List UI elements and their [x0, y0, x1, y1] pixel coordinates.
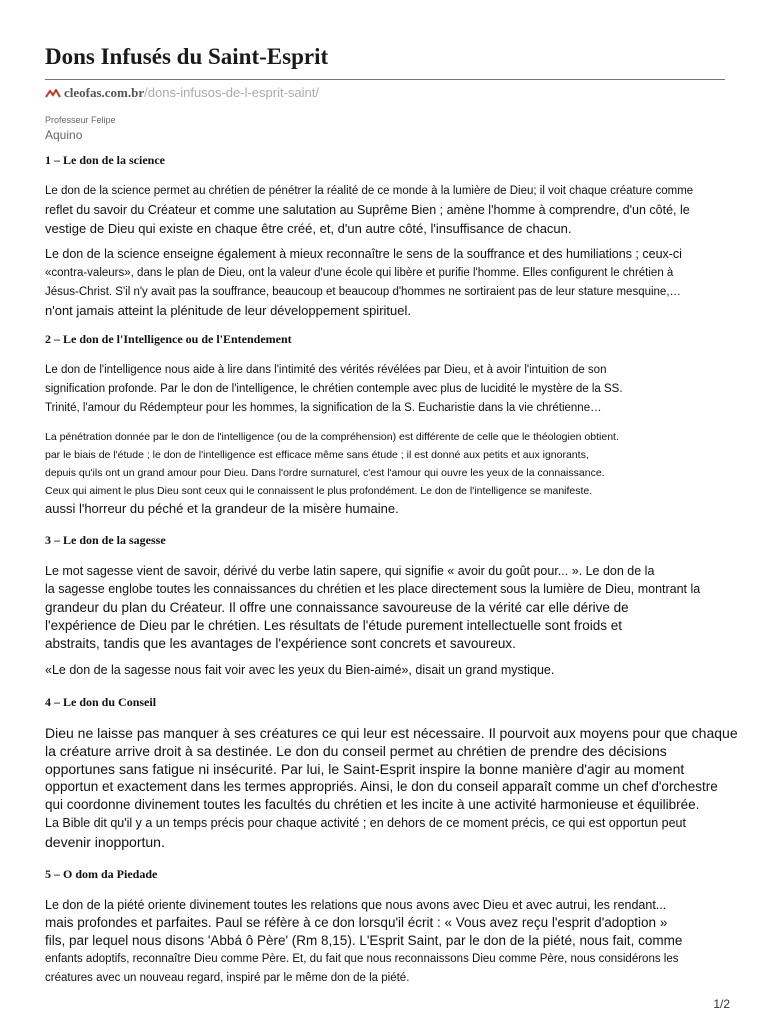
text-line: Le mot sagesse vient de savoir, dérivé du verbe latin sapere, qui signifie « avoir du goût pour... ». Le don de la	[45, 563, 655, 578]
text-line: Jésus-Christ. S'il n'y avait pas la souffrance, beaucoup et beaucoup d'hommes ne sortiraient pas de leur stature mesquine,…	[45, 285, 682, 298]
source-path: /dons-infusos-de-l-esprit-saint/	[144, 85, 319, 100]
text-line: grandeur du plan du Créateur. Il offre une connaissance savoureuse de la vérité car elle dérive de	[45, 599, 629, 615]
paragraph	[45, 361, 725, 418]
text-line: Dieu ne laisse pas manquer à ses créatures ce qui leur est nécessaire. Il pourvoit aux moyens pour que chaque	[45, 725, 738, 741]
text-line: vestige de Dieu qui existe en chaque être créé, et, d'un autre côté, l'insuffisance de chacun.	[45, 220, 572, 236]
text-line: aussi l'horreur du péché et la grandeur de la misère humaine.	[45, 501, 399, 516]
paragraph	[45, 428, 725, 519]
page-number: 1/2	[713, 997, 730, 1011]
text-line: n'ont jamais atteint la plénitude de leur développement spirituel.	[45, 302, 411, 318]
text-line: Le don de la science enseigne également à mieux reconnaître le sens de la souffrance et des humiliations ; ceux-ci	[45, 247, 682, 261]
author-line-2: Aquino	[45, 128, 83, 142]
text-line: «contra-valeurs», dans le plan de Dieu, ont la valeur d'une école qui libère et purifie l'homme. Elles configurent le chrétien à	[45, 266, 674, 279]
text-line: opportun et exactement dans les termes appropriés. Ainsi, le don du conseil apparaît comme un chef d'orchestre	[45, 779, 718, 794]
text-line: Le don de l'intelligence nous aide à lire dans l'intimité des vérités révélées par Dieu, et à avoir l'intuition de son	[45, 364, 607, 376]
text-line: Le don de la science permet au chrétien de pénétrer la réalité de ce monde à la lumière de Dieu; il voit chaque créature comme	[45, 185, 694, 197]
text-line: devenir inopportun.	[45, 833, 165, 850]
paragraph	[45, 661, 725, 680]
text-line: Trinité, l'amour du Rédempteur pour les hommes, la signification de la S. Eucharistie dans la vie chrétienne…	[45, 402, 602, 414]
source-domain: cleofas.com.br	[64, 85, 145, 100]
text-line: reflet du savoir du Créateur et comme une salutation au Suprême Bien ; amène l'homme à comprendre, d'un côté, le	[45, 203, 690, 217]
author-line-1: Professeur Felipe	[45, 115, 116, 125]
paragraph	[45, 562, 725, 653]
text-line: «Le don de la sagesse nous fait voir avec les yeux du Bien-aimé», disait un grand mystique.	[45, 662, 555, 677]
section-heading: 2 – Le don de l'Intelligence ou de l'Entendement	[45, 332, 292, 346]
text-line: l'expérience de Dieu par le chrétien. Les résultats de l'étude purement intellectuelle sont froids et	[45, 617, 622, 633]
text-line: Ceux qui aiment le plus Dieu sont ceux qui le connaissent le plus profondément. Le don de l'intelligence se manifeste.	[45, 485, 593, 497]
title-divider	[45, 79, 725, 80]
section-heading: 4 – Le don du Conseil	[45, 695, 157, 709]
text-line: La Bible dit qu'il y a un temps précis pour chaque activité ; en dehors de ce moment précis, ce qui est opportun peut	[45, 816, 686, 830]
section-heading: 1 – Le don de la science	[45, 153, 165, 167]
text-line: par le biais de l'étude ; le don de l'intelligence est efficace même sans étude ; il est donné aux petits et aux ignorants,	[45, 449, 589, 461]
text-line: abstraits, tandis que les avantages de l'expérience sont concrets et savoureux.	[45, 635, 516, 651]
text-line: signification profonde. Par le don de l'intelligence, le chrétien contemple avec plus de lucidité le mystère de la SS.	[45, 383, 623, 395]
section-heading: 5 – O dom da Piedade	[45, 866, 158, 881]
site-logo-icon	[45, 86, 61, 101]
page-title: Dons Infusés du Saint-Esprit	[45, 44, 329, 69]
section-heading: 3 – Le don de la sagesse	[45, 532, 166, 547]
text-line: fils, par lequel nous disons 'Abbá ô Père' (Rm 8,15). L'Esprit Saint, par le don de la piété, nous fait, comme	[45, 933, 683, 948]
paragraph	[45, 896, 725, 989]
text-line: depuis qu'ils ont un grand amour pour Dieu. Dans l'ordre surnaturel, c'est l'amour qui ouvre les yeux de la connaissance.	[45, 467, 605, 479]
text-line: créatures avec un nouveau regard, inspiré par le même don de la piété.	[45, 972, 410, 984]
text-line: opportunes sans fatigue ni insécurité. Par lui, le Saint-Esprit inspire la bonne manière d'agir au moment	[45, 761, 685, 777]
text-line: enfants adoptifs, reconnaître Dieu comme Père. Et, du fait que nous reconnaissons Dieu comme Père, nous considérons les	[45, 953, 679, 965]
text-line: la créature arrive droit à sa destinée. Le don du conseil permet au chrétien de prendre des décisions	[45, 743, 667, 759]
text-line: Le don de la piété oriente divinement toutes les relations que nous avons avec Dieu et avec autrui, les rendant...	[45, 897, 667, 912]
paragraph	[45, 245, 725, 320]
text-line: La pénétration donnée par le don de l'intelligence (ou de la compréhension) est différente de celle que le théologien obtient.	[45, 431, 619, 443]
text-line: la sagesse englobe toutes les connaissances du chrétien et les place directement sous la lumière de Dieu, montrant la	[45, 582, 701, 596]
article-body	[45, 153, 738, 998]
text-line: qui coordonne divinement toutes les facultés du chrétien et les incite à une activité harmonieuse et équilibrée.	[45, 797, 700, 812]
source-link[interactable]	[45, 85, 319, 101]
paragraph	[45, 724, 738, 851]
text-line: mais profondes et parfaites. Paul se réfère à ce don lorsqu'il écrit : « Vous avez reçu l'esprit d'adoption »	[45, 915, 668, 930]
paragraph	[45, 182, 725, 238]
